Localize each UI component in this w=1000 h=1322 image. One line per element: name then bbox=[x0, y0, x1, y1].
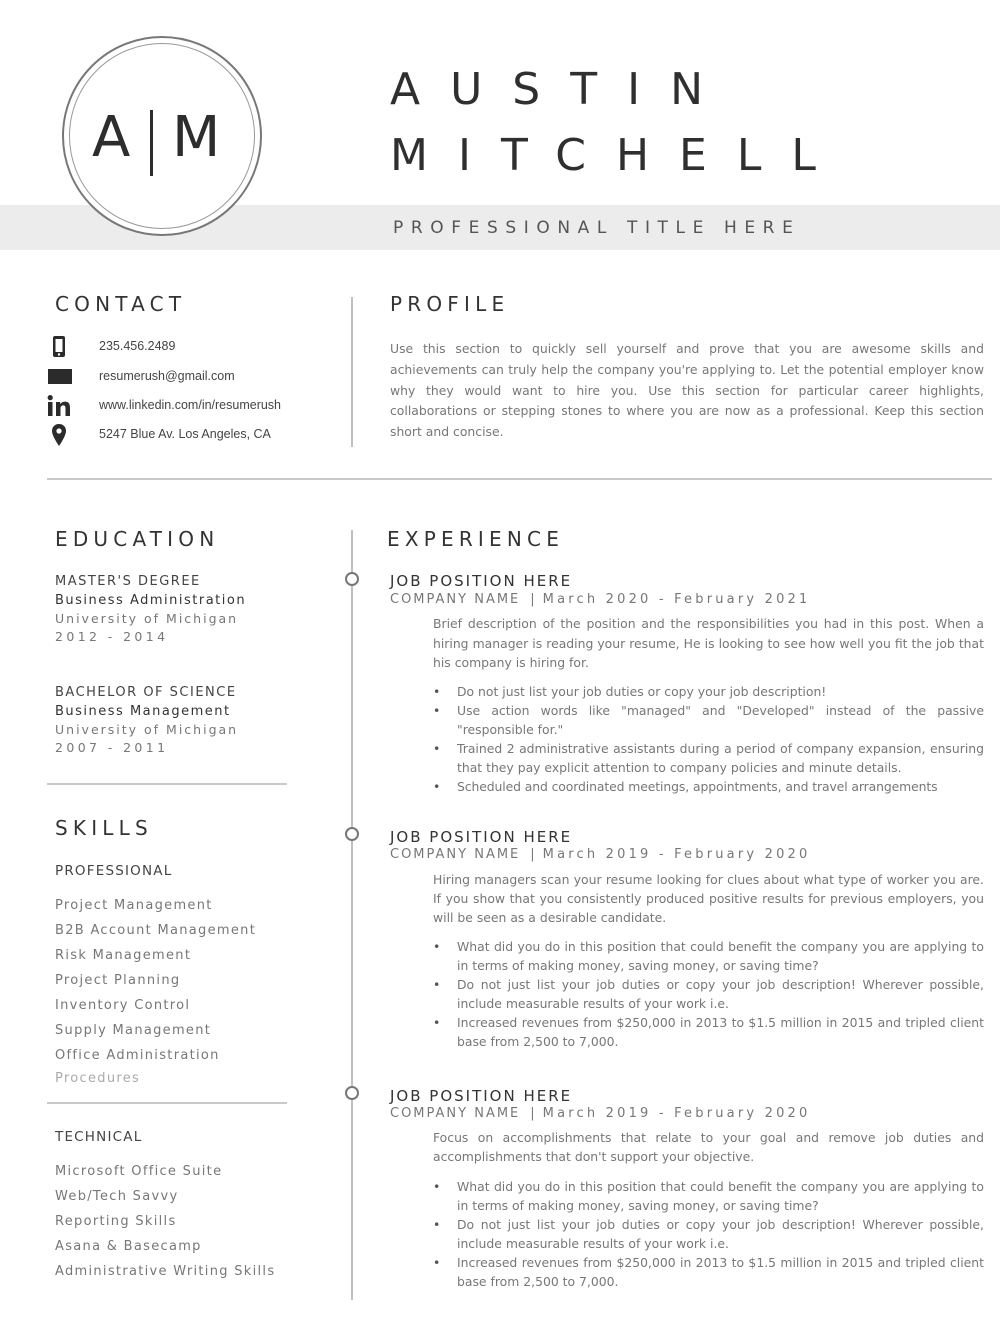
job-meta bbox=[390, 848, 811, 861]
skill-item: Administrative Writing Skills bbox=[55, 1264, 276, 1279]
meta-separator: | bbox=[530, 847, 535, 862]
contact-address bbox=[47, 423, 347, 447]
skill-item: Project Management bbox=[55, 898, 213, 913]
email-address[interactable]: resumerush@gmail.com bbox=[99, 369, 235, 383]
job-bullets bbox=[433, 937, 984, 1051]
degree-field: Business Administration bbox=[55, 593, 247, 608]
monogram-logo bbox=[62, 36, 262, 236]
job-description: Hiring managers scan your resume looking for clues about what type of worker you are. If you show that you consistently produced positive results for previous employers, you will be seen as a desirable candidate. bbox=[433, 872, 984, 925]
bullet-item: • Scheduled and coordinated meetings, appointments, and travel arrangements bbox=[433, 777, 984, 796]
bullet-item: • Increased revenues from $250,000 in 2013 to $1.5 million in 2015 and tripled client base from 2,500 to 7,000. bbox=[433, 1253, 984, 1291]
skill-item: Inventory Control bbox=[55, 998, 191, 1013]
job-title: JOB POSITION HERE bbox=[390, 1087, 573, 1105]
email-icon bbox=[47, 365, 73, 389]
years: 2012 - 2014 bbox=[55, 629, 169, 644]
address: 5247 Blue Av. Los Angeles, CA bbox=[99, 427, 271, 441]
skill-item-cut-off: Procedures bbox=[55, 1071, 141, 1086]
professional-title: PROFESSIONAL TITLE HERE bbox=[393, 218, 801, 238]
bullet-item: • Do not just list your job duties or copy your job description! Wherever possible, include measurable results of your work i.e. bbox=[433, 1215, 984, 1253]
education-heading: EDUCATION bbox=[55, 527, 220, 551]
monogram-divider bbox=[150, 110, 153, 176]
meta-separator: | bbox=[530, 1106, 535, 1121]
bullet-item: • What did you do in this position that could benefit the company you are applying to in terms of making money, saving money, or saving time? bbox=[433, 1177, 984, 1215]
job-dates: March 2020 - February 2021 bbox=[542, 592, 811, 607]
education-entry bbox=[55, 572, 315, 646]
bullet-item: • Do not just list your job duties or copy your job description! bbox=[433, 682, 984, 701]
degree: MASTER'S DEGREE bbox=[55, 574, 201, 589]
job-title: JOB POSITION HERE bbox=[390, 828, 573, 846]
skill-item: Asana & Basecamp bbox=[55, 1239, 202, 1254]
professional-skills-list bbox=[55, 893, 256, 1068]
timeline-node bbox=[345, 827, 359, 841]
skill-item: Microsoft Office Suite bbox=[55, 1164, 223, 1179]
monogram-initial-right: M bbox=[172, 105, 221, 170]
bullet-item: • What did you do in this position that could benefit the company you are applying to in terms of making money, saving money, or saving time? bbox=[433, 937, 984, 975]
company-name: COMPANY NAME bbox=[390, 592, 521, 607]
education-entry bbox=[55, 683, 315, 757]
company-name: COMPANY NAME bbox=[390, 847, 521, 862]
years: 2007 - 2011 bbox=[55, 740, 169, 755]
degree-field: Business Management bbox=[55, 704, 231, 719]
school: University of Michigan bbox=[55, 611, 239, 626]
skill-item: Office Administration bbox=[55, 1048, 220, 1063]
contact-linkedin bbox=[47, 394, 347, 418]
section-divider bbox=[47, 478, 992, 480]
contact-heading: CONTACT bbox=[55, 292, 187, 316]
job-dates: March 2019 - February 2020 bbox=[542, 1106, 811, 1121]
job-title: JOB POSITION HERE bbox=[390, 572, 573, 590]
professional-skills-heading: PROFESSIONAL bbox=[55, 863, 173, 879]
skills-divider bbox=[47, 1102, 287, 1104]
skill-item: Reporting Skills bbox=[55, 1214, 177, 1229]
technical-skills-heading: TECHNICAL bbox=[55, 1129, 143, 1145]
linkedin-icon bbox=[47, 394, 73, 418]
job-description: Brief description of the position and the responsibilities you had in this post. When a hiring manager is reading your resume, He is looking to see how well you fit the job that his company is hiring for. bbox=[433, 616, 984, 670]
phone-number: 235.456.2489 bbox=[99, 339, 176, 353]
school: University of Michigan bbox=[55, 722, 239, 737]
skill-item: Web/Tech Savvy bbox=[55, 1189, 179, 1204]
education-divider bbox=[47, 783, 287, 785]
degree: BACHELOR OF SCIENCE bbox=[55, 685, 237, 700]
first-name: AUSTIN bbox=[390, 64, 734, 115]
job-bullets bbox=[433, 682, 984, 796]
profile-text: Use this section to quickly sell yourself and prove that you are awesome skills and achievements can truly help the company you're applying to. Let the potential employer know why they would want to hire you. Use this section for particular career highlights, collaborations or stepping stones to where you are now as a professional. Keep this section short and concise. bbox=[390, 341, 984, 440]
bullet-item: • Trained 2 administrative assistants during a period of company expansion, ensuring that they pay explicit attention to company policies and minute details. bbox=[433, 739, 984, 777]
job-description: Focus on accomplishments that relate to your goal and remove job duties and accomplishments that don't support your objective. bbox=[433, 1130, 984, 1164]
skill-item: Project Planning bbox=[55, 973, 181, 988]
contact-phone bbox=[47, 335, 347, 359]
experience-timeline bbox=[351, 530, 353, 1300]
skill-item: B2B Account Management bbox=[55, 923, 257, 938]
experience-heading: EXPERIENCE bbox=[387, 527, 565, 551]
timeline-node bbox=[345, 572, 359, 586]
job-meta bbox=[390, 1107, 811, 1120]
monogram-initial-left: A bbox=[92, 105, 131, 170]
skills-heading: SKILLS bbox=[55, 816, 153, 840]
location-pin-icon bbox=[47, 423, 73, 447]
bullet-item: • Increased revenues from $250,000 in 2013 to $1.5 million in 2015 and tripled client base from 2,500 to 7,000. bbox=[433, 1013, 984, 1051]
timeline-node bbox=[345, 1086, 359, 1100]
skill-item: Risk Management bbox=[55, 948, 192, 963]
technical-skills-list bbox=[55, 1159, 275, 1284]
job-meta bbox=[390, 593, 811, 606]
last-name: MITCHELL bbox=[390, 130, 846, 181]
company-name: COMPANY NAME bbox=[390, 1106, 521, 1121]
profile-heading: PROFILE bbox=[390, 292, 510, 316]
phone-icon bbox=[47, 335, 73, 359]
job-dates: March 2019 - February 2020 bbox=[542, 847, 811, 862]
linkedin-url[interactable]: www.linkedin.com/in/resumerush bbox=[99, 398, 282, 412]
skill-item: Supply Management bbox=[55, 1023, 212, 1038]
contact-email bbox=[47, 365, 347, 389]
bullet-item: • Do not just list your job duties or copy your job description! Wherever possible, include measurable results of your work i.e. bbox=[433, 975, 984, 1013]
meta-separator: | bbox=[530, 592, 535, 607]
bullet-item: • Use action words like "managed" and "Developed" instead of the passive "responsible for." bbox=[433, 701, 984, 739]
job-bullets bbox=[433, 1177, 984, 1291]
top-column-divider bbox=[351, 297, 353, 447]
